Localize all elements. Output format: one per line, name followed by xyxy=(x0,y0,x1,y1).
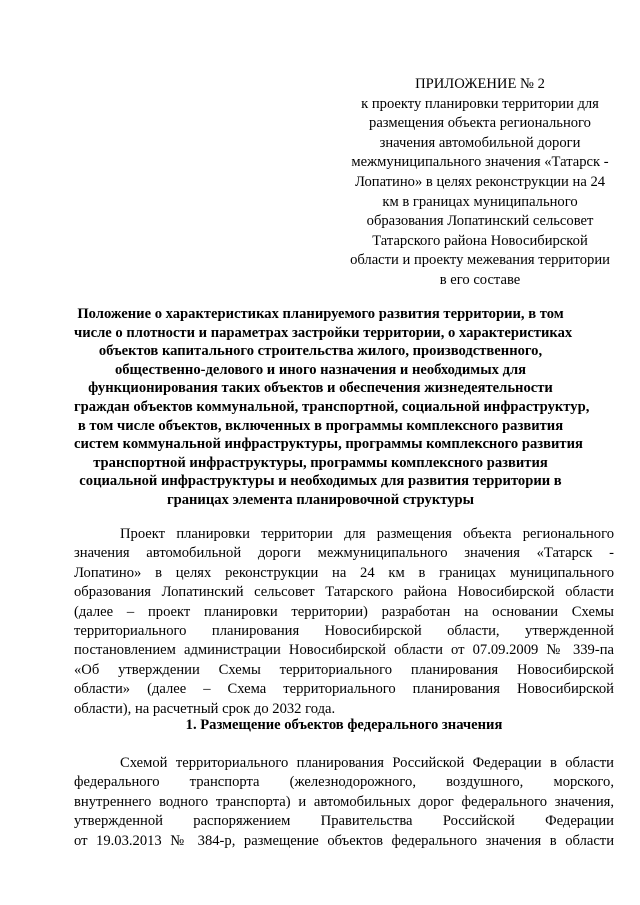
title-line: систем коммунальной инфраструктуры, программы комплексного развития xyxy=(74,436,583,453)
appendix-line: в его составе xyxy=(439,271,521,288)
title-line: числе о плотности и параметрах застройки территории, о характеристиках xyxy=(74,324,573,341)
appendix-line: к проекту планировки территории для xyxy=(361,95,599,112)
appendix-line: области и проекту межевания территории xyxy=(350,252,610,269)
appendix-line: Татарского района Новосибирской xyxy=(372,232,588,249)
paragraph-line: территориального планирования Новосибирской области, утвержденной xyxy=(74,622,614,639)
paragraph-line: внутреннего водного транспорта) и автомобильных дорог федерального значения, xyxy=(74,793,614,810)
paragraph-line: «Об утверждении Схемы территориального планирования Новосибирской xyxy=(74,661,614,678)
document-title xyxy=(74,305,590,510)
paragraph-line: области» (далее – Схема территориального планирования Новосибирской xyxy=(74,681,614,698)
paragraph-line: федерального транспорта (железнодорожного, воздушного, морского, xyxy=(74,774,614,791)
title-line: в том числе объектов, включенных в программы комплексного развития xyxy=(77,417,564,434)
appendix-line: образования Лопатинский сельсовет xyxy=(366,213,594,230)
section-heading-federal: 1. Размещение объектов федерального значения xyxy=(185,717,503,733)
title-line: границах элемента планировочной структуры xyxy=(166,491,475,508)
paragraph-line: Проект планировки территории для размещения объекта регионального xyxy=(120,526,614,542)
paragraph-line: области), на расчетный срок до 2032 года. xyxy=(74,700,336,717)
appendix-line: размещения объекта регионального xyxy=(369,115,591,132)
appendix-line: ПРИЛОЖЕНИЕ № 2 xyxy=(415,76,545,92)
paragraph-line: образования Лопатинский сельсовет Татарского района Новосибирской области xyxy=(74,584,614,601)
paragraph-line: постановлением администрации Новосибирской области от 07.09.2009 № 339-па xyxy=(74,642,614,659)
title-line: граждан объектов коммунальной, транспортной, социальной инфраструктур, xyxy=(74,398,590,415)
paragraph-project-basis xyxy=(74,525,614,719)
appendix-line: межмуниципального значения «Татарск - xyxy=(351,154,609,171)
title-line: общественно-делового и иного назначения и необходимых для xyxy=(114,361,527,378)
paragraph-line: Схемой территориального планирования Российской Федерации в области xyxy=(120,755,614,771)
paragraph-federal-objects xyxy=(74,754,614,851)
paragraph-line: от 19.03.2013 № 384-р, размещение объектов федерального значения в области xyxy=(74,832,614,849)
appendix-line: Лопатино» в целях реконструкции на 24 xyxy=(354,173,606,190)
title-line: Положение о характеристиках планируемого развития территории, в том xyxy=(77,306,564,322)
title-line: объектов капитального строительства жилого, производственного, xyxy=(98,343,543,360)
title-line: функционирования таких объектов и обеспечения жизнедеятельности xyxy=(88,380,553,397)
paragraph-line: Лопатино» в целях реконструкции на 24 км в границах муниципального xyxy=(74,564,614,581)
appendix-line: значения автомобильной дороги xyxy=(379,134,581,151)
appendix-header xyxy=(332,75,628,291)
title-line: социальной инфраструктуры и необходимых для развития территории в xyxy=(79,473,562,490)
title-line: транспортной инфраструктуры, программы комплексного развития xyxy=(93,454,548,471)
paragraph-line: (далее – проект планировки территории) разработан на основании Схемы xyxy=(74,603,614,620)
paragraph-line: значения автомобильной дороги межмуниципального значения «Татарск - xyxy=(74,545,614,562)
appendix-line: км в границах муниципального xyxy=(382,193,578,210)
paragraph-line: утвержденной распоряжением Правительства Российской Федерации xyxy=(74,813,614,830)
